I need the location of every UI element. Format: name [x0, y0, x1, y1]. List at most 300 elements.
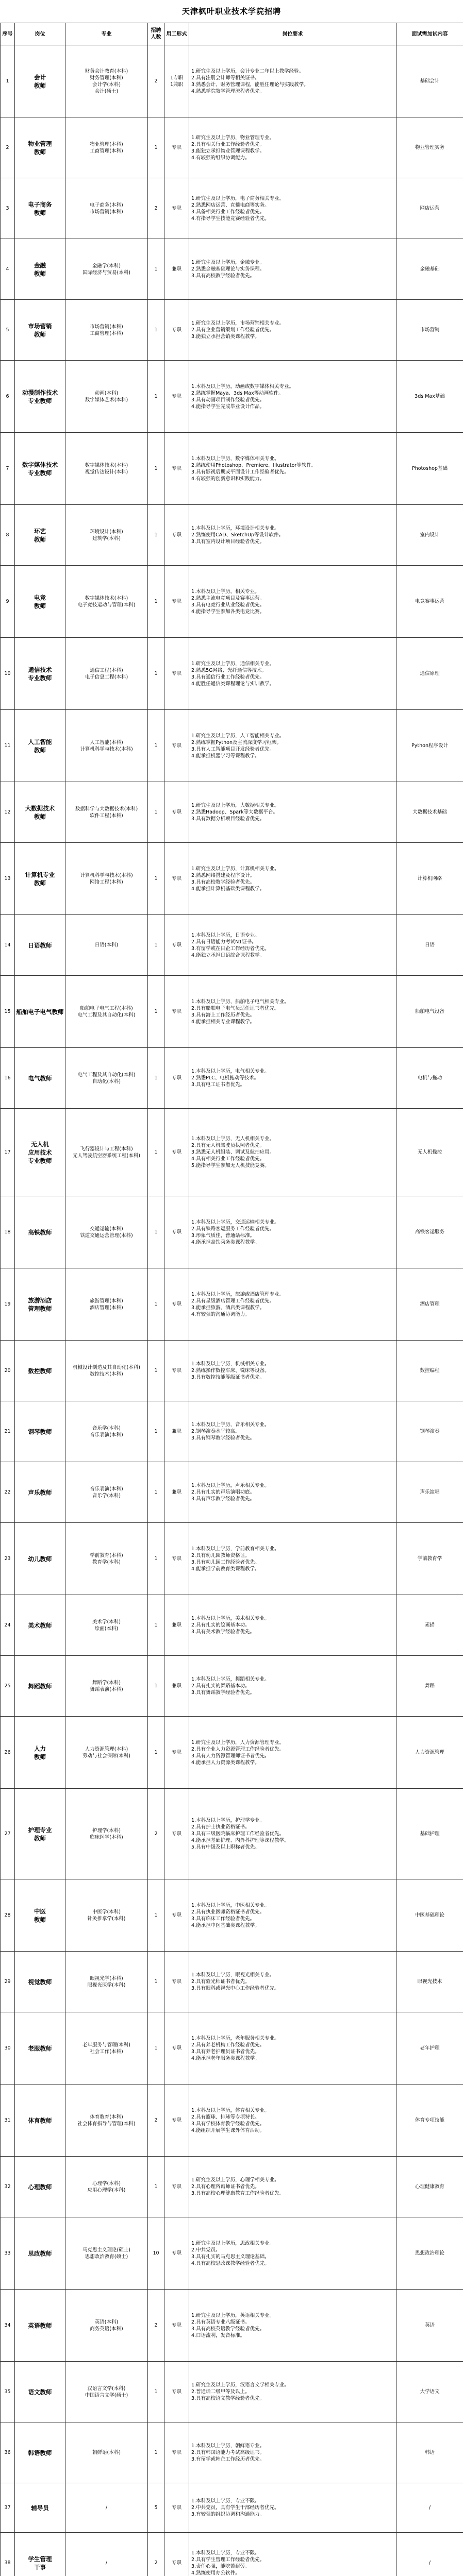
requirement-line: 1.本科及以上学历，美术相关专业。 [191, 1616, 270, 1621]
requirement-line: 3.具有扎实的马克思主义理论基础。 [191, 2253, 270, 2260]
employment-mode: 专职 [164, 2533, 189, 2576]
requirement-line: 2.具有验光师证书者优先。 [191, 1979, 250, 1985]
row-number: 13 [1, 843, 15, 915]
hire-count: 1 [148, 433, 164, 505]
employment-mode: 专职 [164, 915, 189, 976]
employment-mode: 专职 [164, 2422, 189, 2483]
table-header-row [1, 23, 463, 45]
requirements-cell [189, 1789, 396, 1879]
requirements-cell [189, 2217, 396, 2290]
requirement-line: 2.熟悉主流电竞项目及赛事运营。 [191, 595, 265, 601]
major-list: 通信工程(本科) 电子信息工程(本科) [65, 638, 148, 710]
interview-test: 船舶电气设备 [396, 976, 463, 1048]
employment-mode: 专职 [164, 2157, 189, 2217]
requirements-cell [189, 239, 396, 300]
hire-count: 1 [148, 710, 164, 782]
hire-count: 2 [148, 2533, 164, 2576]
hire-count: 2 [148, 178, 164, 239]
interview-test: 日语 [396, 915, 463, 976]
table-row [1, 1341, 463, 1401]
major-list: 数字媒体技术(本科) 视觉传达设计(本科) [65, 433, 148, 505]
row-number: 25 [1, 1656, 15, 1717]
requirement-line: 1.本科及以上学历，环境设计相关专业。 [191, 526, 279, 531]
hire-count: 1 [148, 1879, 164, 1952]
requirement-line: 1.研究生及以上学历，英语相关专业。 [191, 2312, 275, 2318]
requirement-line: 4.口语流利，发音标准。 [191, 2332, 245, 2338]
requirements-cell [189, 782, 396, 843]
requirement-line: 2.具有铁路客运服务工作经验者优先。 [191, 1226, 275, 1232]
table-row [1, 178, 463, 239]
major-list: 计算机科学与技术(本科) 网络工程(本科) [65, 843, 148, 915]
table-row [1, 1952, 463, 2012]
employment-mode: 专职 [164, 2217, 189, 2290]
requirement-line: 3.具有钢琴教学经验者优先。 [191, 1435, 255, 1441]
requirement-line: 2.具有英语专业八级证书。 [191, 2319, 250, 2325]
row-number: 32 [1, 2157, 15, 2217]
requirement-line: 3.熟悉会计、财务管理课程，能胜任理论与实践教学。 [191, 81, 309, 88]
hire-count: 1 [148, 1196, 164, 1268]
row-number: 37 [1, 2483, 15, 2533]
position-name: 旅游酒店 管理教师 [15, 1268, 65, 1341]
requirement-line: 4.有较强的创新意识和实践能力。 [191, 476, 265, 482]
requirement-line: 1.研究生及以上学历，人工智能相关专业。 [191, 733, 285, 739]
major-list: 物业管理(本科) 工商管理(本科) [65, 117, 148, 178]
header-position: 岗位 [15, 23, 65, 45]
interview-test: 电机与拖动 [396, 1048, 463, 1109]
position-name: 语文教师 [15, 2362, 65, 2422]
requirements-cell [189, 1109, 396, 1196]
position-name: 老服教师 [15, 2012, 65, 2084]
requirement-line: 1.研究生及以上学历，金融专业。 [191, 260, 265, 265]
requirement-line: 4.具有高校思政课教学经验者优先。 [191, 2260, 270, 2266]
row-number: 36 [1, 2422, 15, 2483]
requirement-line: 2.具有学生管理工作经验者优先。 [191, 2556, 265, 2563]
interview-test: 人力资源管理 [396, 1717, 463, 1789]
page-title: 天津枫叶职业技术学院招聘 [181, 7, 281, 16]
employment-mode: 专职 [164, 300, 189, 361]
employment-mode: 兼职 [164, 1595, 189, 1656]
header-test: 面试需加试内容 [396, 23, 463, 45]
requirements-cell [189, 2533, 396, 2576]
row-number: 14 [1, 915, 15, 976]
major-list: 舞蹈学(本科) 舞蹈表演(本科) [65, 1656, 148, 1717]
requirement-line: 2.熟练操作数控车床、铣床等设备。 [191, 1368, 270, 1374]
table-row [1, 1656, 463, 1717]
requirement-line: 1.本科及以上学历，老年服务相关专业。 [191, 2035, 279, 2041]
requirement-line: 3.具有数控技能等级证书者优先。 [191, 1375, 265, 1380]
interview-test: 大数据技术基础 [396, 782, 463, 843]
table-row [1, 117, 463, 178]
table-row [1, 1462, 463, 1523]
requirement-line: 4.能承担老年服务类课程教学。 [191, 2055, 260, 2061]
requirement-line: 2.具有护士执业资格证书。 [191, 1824, 250, 1830]
employment-mode: 专职 [164, 2084, 189, 2157]
requirement-line: 4.有较强的沟通协调能力。 [191, 1311, 250, 1317]
requirement-line: 2.熟练使用CAD、SketchUp等设计软件。 [191, 532, 284, 538]
requirement-line: 3.具有养老护理员证书者优先。 [191, 2048, 260, 2055]
row-number: 31 [1, 2084, 15, 2157]
requirement-line: 1.研究生及以上学历，通信相关专业。 [191, 660, 275, 667]
interview-test: 体育专项技能 [396, 2084, 463, 2157]
requirement-line: 2.熟练掌握Python及主流深度学习框架。 [191, 739, 282, 745]
header-major: 专业 [65, 23, 148, 45]
requirement-line: 1.研究生及以上学历，物业管理专业。 [191, 134, 275, 141]
position-name: 大数据技术 教师 [15, 782, 65, 843]
interview-test: 网店运营 [396, 178, 463, 239]
position-name: 日语教师 [15, 915, 65, 976]
hire-count: 1 [148, 505, 164, 566]
position-name: 金融 教师 [15, 239, 65, 300]
row-number: 33 [1, 2217, 15, 2290]
major-list: 电气工程及其自动化(本科) 自动化(本科) [65, 1048, 148, 1109]
header-no: 序号 [1, 23, 15, 45]
table-row [1, 2012, 463, 2084]
major-list: 学前教育(本科) 教育学(本科) [65, 1523, 148, 1595]
requirement-line: 2.具有企业营销策划工作经验者优先。 [191, 327, 275, 333]
requirement-line: 4.能指导学生完成毕业设计作品。 [191, 403, 265, 410]
major-list: 机械设计制造及其自动化(本科) 数控技术(本科) [65, 1341, 148, 1401]
requirement-line: 2.熟练使用Photoshop、Premiere、Illustrator等软件。 [191, 462, 317, 468]
hire-count: 1 [148, 2362, 164, 2422]
row-number: 5 [1, 300, 15, 361]
requirement-line: 2.熟悉5G网络、光纤通信等技术。 [191, 667, 267, 673]
requirement-line: 1.本科及以上学历，动画或数字媒体相关专业。 [191, 383, 294, 389]
major-list: 体育教育(本科) 社会体育指导与管理(本科) [65, 2084, 148, 2157]
major-list: 人力资源管理(本科) 劳动与社会保障(本科) [65, 1717, 148, 1789]
requirement-line: 2.具有扎实的绘画基本功。 [191, 1622, 250, 1628]
position-name: 舞蹈教师 [15, 1656, 65, 1717]
hire-count: 1 [148, 1048, 164, 1109]
requirement-line: 1.研究生及以上学历，计算机相关专业。 [191, 866, 279, 872]
requirement-line: 1.研究生及以上学历，心理学相关专业。 [191, 2177, 279, 2183]
requirement-line: 4.能承担高铁乘务类课程教学。 [191, 1239, 260, 1245]
position-name: 电子商务 教师 [15, 178, 65, 239]
requirement-line: 3.具有人力资源管理师证书者优先。 [191, 1753, 270, 1759]
header-requirements: 岗位要求 [189, 23, 396, 45]
row-number: 16 [1, 1048, 15, 1109]
interview-test: / [396, 2483, 463, 2533]
requirement-line: 3.具有学校体育教学经验者优先。 [191, 2121, 265, 2127]
table-row [1, 361, 463, 433]
employment-mode: 专职 [164, 1268, 189, 1341]
row-number: 15 [1, 976, 15, 1048]
position-name: 动漫制作技术 专业教师 [15, 361, 65, 433]
requirement-line: 1.研究生及以上学历，人力资源管理专业。 [191, 1739, 285, 1745]
requirement-line: 2.具有心理咨询师证书者优先。 [191, 2184, 260, 2190]
position-name: 数字媒体技术 专业教师 [15, 433, 65, 505]
table-row [1, 45, 463, 117]
requirement-line: 2.熟悉金融基础理论与实务课程。 [191, 266, 265, 272]
requirements-cell [189, 915, 396, 976]
interview-test: 基础会计 [396, 45, 463, 117]
requirement-line: 4.能承担人力资源类课程教学。 [191, 1759, 260, 1766]
requirement-line: 2.具有注册会计师等相关证书。 [191, 75, 260, 81]
requirement-line: 3.形象气质佳，普通话标准。 [191, 1232, 255, 1239]
requirement-line: 4.能承担中医基础类课程教学。 [191, 1922, 260, 1928]
requirements-cell [189, 2422, 396, 2483]
row-number: 11 [1, 710, 15, 782]
interview-test: 眼视光技术 [396, 1952, 463, 2012]
requirement-line: 2.具有篮球、排球等专项特长。 [191, 2114, 260, 2120]
employment-mode: 专职 [164, 1789, 189, 1879]
requirement-line: 2.具有韩国语能力考试高级证书。 [191, 2450, 265, 2455]
table-row [1, 1717, 463, 1789]
interview-test: 物业管理实务 [396, 117, 463, 178]
major-list: 动画(本科) 数字媒体艺术(本科) [65, 361, 148, 433]
major-list: 人工智能(本科) 计算机科学与技术(本科) [65, 710, 148, 782]
requirements-cell [189, 505, 396, 566]
major-list: 市场营销(本科) 工商管理(本科) [65, 300, 148, 361]
hire-count: 5 [148, 2483, 164, 2533]
interview-test: 3ds Max基础 [396, 361, 463, 433]
interview-test: 电竞赛事运营 [396, 566, 463, 638]
hire-count: 1 [148, 976, 164, 1048]
row-number: 9 [1, 566, 15, 638]
requirements-cell [189, 361, 396, 433]
requirement-line: 3.具有高校教学经验者优先。 [191, 273, 255, 279]
requirement-line: 1.本科及以上学历，机械相关专业。 [191, 1361, 270, 1367]
hire-count: 1 [148, 300, 164, 361]
requirements-cell [189, 117, 396, 178]
requirements-cell [189, 566, 396, 638]
requirement-line: 5.能指导学生参加无人机技能竞赛。 [191, 1163, 270, 1168]
row-number: 34 [1, 2290, 15, 2362]
interview-test: 声乐演唱 [396, 1462, 463, 1523]
major-list: 音乐学(本科) 音乐表演(本科) [65, 1401, 148, 1462]
table-row [1, 1879, 463, 1952]
interview-test: 基础护理 [396, 1789, 463, 1879]
hire-count: 1 [148, 2012, 164, 2084]
employment-mode: 专职 [164, 710, 189, 782]
row-number: 1 [1, 45, 15, 117]
requirement-line: 1.研究生及以上学历，大数据相关专业。 [191, 803, 279, 808]
requirements-cell [189, 843, 396, 915]
interview-test: 通信原理 [396, 638, 463, 710]
requirements-cell [189, 976, 396, 1048]
requirement-line: 1.本科及以上学历，船舶电子电气相关专业。 [191, 998, 289, 1005]
requirement-line: 3.具有声乐教学经验者优先。 [191, 1496, 255, 1502]
hire-count: 1 [148, 566, 164, 638]
requirement-line: 1.本科及以上学历，交通运输相关专业。 [191, 1219, 279, 1225]
row-number: 24 [1, 1595, 15, 1656]
position-name: 幼儿教师 [15, 1523, 65, 1595]
header-count: 招聘人数 [148, 23, 164, 45]
position-name: 韩语教师 [15, 2422, 65, 2483]
major-list: 马克思主义理论(硕士) 思想政治教育(硕士) [65, 2217, 148, 2290]
requirements-cell [189, 1268, 396, 1341]
table-body [1, 45, 463, 2576]
interview-test: 素描 [396, 1595, 463, 1656]
hire-count: 1 [148, 1341, 164, 1401]
major-list: 飞行器设计与工程(本科) 无人驾驶航空器系统工程(本科) [65, 1109, 148, 1196]
row-number: 27 [1, 1789, 15, 1879]
requirement-line: 2.具有船舶电子电气员适任证书者优先。 [191, 1005, 279, 1011]
requirements-cell [189, 1523, 396, 1595]
requirement-line: 2.具有无人机驾驶员执照者优先。 [191, 1143, 265, 1148]
hire-count: 1 [148, 1952, 164, 2012]
position-name: 辅导员 [15, 2483, 65, 2533]
requirement-line: 3.具有室内设计项目经验者优先。 [191, 539, 265, 545]
requirement-line: 3.具有人工智能项目开发经验者优先。 [191, 746, 275, 752]
requirement-line: 1.本科及以上学历，音乐相关专业。 [191, 1422, 270, 1428]
interview-test: Photoshop基础 [396, 433, 463, 505]
requirement-line: 2.熟练掌握Maya、3ds Max等动画软件。 [191, 390, 284, 396]
requirement-line: 2.具有幼儿园教师资格证。 [191, 1552, 250, 1558]
interview-test: 无人机操控 [396, 1109, 463, 1196]
major-list: 环境设计(本科) 建筑学(本科) [65, 505, 148, 566]
requirement-line: 4.能承担学前教育类课程教学。 [191, 1566, 260, 1572]
major-list: 英语(本科) 商务英语(本科) [65, 2290, 148, 2362]
header-mode: 用工形式 [164, 23, 189, 45]
requirement-line: 4.能胜任通信类课程理论与实训教学。 [191, 681, 275, 687]
row-number: 4 [1, 239, 15, 300]
requirement-line: 1.本科及以上学历，专业不限。 [191, 2550, 260, 2556]
major-list: 财务会计教育(本科) 财务管理(本科) 会计学(本科) 会计(硕士) [65, 45, 148, 117]
table-row [1, 1401, 463, 1462]
hire-count: 1 [148, 1268, 164, 1341]
requirements-cell [189, 433, 396, 505]
hire-count: 1 [148, 1401, 164, 1462]
hire-count: 1 [148, 1109, 164, 1196]
requirement-line: 4.能承担机器学习等课程教学。 [191, 753, 260, 759]
position-name: 英语教师 [15, 2290, 65, 2362]
requirement-line: 1.本科及以上学历，体育相关专业。 [191, 2107, 270, 2113]
table-row [1, 2483, 463, 2533]
row-number: 28 [1, 1879, 15, 1952]
requirement-line: 3.具有影视后期或平面设计工作经验者优先。 [191, 469, 289, 475]
hire-count: 1 [148, 1595, 164, 1656]
major-list: 电子商务(本科) 市场营销(本科) [65, 178, 148, 239]
requirements-cell [189, 1401, 396, 1462]
table-row [1, 433, 463, 505]
requirement-line: 4.具有相关行业工作经验者优先。 [191, 1156, 265, 1162]
hire-count: 1 [148, 1523, 164, 1595]
interview-test: 酒店管理 [396, 1268, 463, 1341]
requirements-cell [189, 2084, 396, 2157]
table-row [1, 239, 463, 300]
requirement-line: 1.本科及以上学历，专业不限。 [191, 2498, 260, 2504]
requirement-line: 3.具有数据分析项目经验者优先。 [191, 816, 265, 822]
position-name: 视觉教师 [15, 1952, 65, 2012]
requirement-line: 3.具有通信行业工作经验者优先。 [191, 674, 265, 680]
position-name: 中医 教师 [15, 1879, 65, 1952]
requirement-line: 3.能独立承担物业管理课程教学。 [191, 148, 265, 154]
major-list: 老年服务与管理(本科) 社会工作(本科) [65, 2012, 148, 2084]
employment-mode: 兼职 [164, 1656, 189, 1717]
position-name: 人工智能 教师 [15, 710, 65, 782]
major-list: 旅游管理(本科) 酒店管理(本科) [65, 1268, 148, 1341]
requirement-line: 2.具有企业人力资源管理工作经验者优先。 [191, 1746, 285, 1752]
hire-count: 1 [148, 2422, 164, 2483]
row-number: 10 [1, 638, 15, 710]
requirement-line: 1.研究生及以上学历，电子商务相关专业。 [191, 195, 285, 201]
position-name: 心理教师 [15, 2157, 65, 2217]
interview-test: 金融基础 [396, 239, 463, 300]
row-number: 23 [1, 1523, 15, 1595]
major-list: 数字媒体技术(本科) 电子竞技运动与管理(本科) [65, 566, 148, 638]
row-number: 29 [1, 1952, 15, 2012]
requirements-cell [189, 178, 396, 239]
major-list: 心理学(本科) 应用心理学(本科) [65, 2157, 148, 2217]
requirement-line: 2.具有养老机构工作经验者优先。 [191, 2042, 265, 2048]
employment-mode: 专职 [164, 2012, 189, 2084]
table-row [1, 2533, 463, 2576]
requirement-line: 3.具有高校语文教学经验者优先。 [191, 2396, 265, 2401]
requirement-line: 2.熟悉网络搭建及程序设计。 [191, 872, 255, 878]
hire-count: 2 [148, 2084, 164, 2157]
requirements-cell [189, 1341, 396, 1401]
requirement-line: 1.本科及以上学历，舞蹈相关专业。 [191, 1676, 270, 1682]
requirement-line: 1.本科及以上学历，中医相关专业。 [191, 1902, 270, 1908]
table-row [1, 505, 463, 566]
position-name: 体育教师 [15, 2084, 65, 2157]
requirement-line: 3.具有眼科或视光中心工作经验者优先。 [191, 1986, 279, 1991]
employment-mode: 1专职 1兼职 [164, 45, 189, 117]
employment-mode: 专职 [164, 1523, 189, 1595]
position-name: 计算机专业 教师 [15, 843, 65, 915]
requirement-line: 2.普通话二级甲等及以上。 [191, 2389, 250, 2395]
requirement-line: 3.责任心强，能吃苦耐劳。 [191, 2563, 250, 2569]
requirement-line: 1.本科及以上学历，声乐相关专业。 [191, 1483, 270, 1488]
position-name: 环艺 教师 [15, 505, 65, 566]
employment-mode: 专职 [164, 1341, 189, 1401]
requirements-cell [189, 2483, 396, 2533]
requirement-line: 3.具有高校教学经验者优先。 [191, 879, 255, 885]
requirement-line: 2.钢琴演奏水平较高。 [191, 1429, 240, 1434]
table-row [1, 710, 463, 782]
interview-test: 韩语 [396, 2422, 463, 2483]
requirement-line: 3.具有海上工作经历者优先。 [191, 1012, 255, 1018]
requirement-line: 2.熟悉Hadoop、Spark等大数据平台。 [191, 809, 278, 815]
requirement-line: 4.能承担相关专业课程教学。 [191, 1019, 255, 1025]
requirement-line: 1.本科及以上学历，护理学专业。 [191, 1818, 265, 1823]
requirement-line: 1.研究生及以上学历，汉语言文学相关专业。 [191, 2382, 289, 2388]
hire-count: 1 [148, 782, 164, 843]
major-list: 交通运输(本科) 铁道交通运营管理(本科) [65, 1196, 148, 1268]
position-name: 高铁教师 [15, 1196, 65, 1268]
interview-test: 心理健康教育 [396, 2157, 463, 2217]
interview-test: 舞蹈 [396, 1656, 463, 1717]
position-name: 护理专业 教师 [15, 1789, 65, 1879]
row-number: 20 [1, 1341, 15, 1401]
requirement-line: 1.研究生及以上学历，市场营销相关专业。 [191, 320, 285, 326]
requirement-line: 4.能承担计算机基础类课程教学。 [191, 886, 265, 892]
requirement-line: 1.本科及以上学历，电气相关专业。 [191, 1069, 270, 1074]
employment-mode: 兼职 [164, 1462, 189, 1523]
position-name: 船舶电子电气教师 [15, 976, 65, 1048]
major-list: 中医学(本科) 针灸推拿学(本科) [65, 1879, 148, 1952]
row-number: 22 [1, 1462, 15, 1523]
hire-count: 2 [148, 45, 164, 117]
row-number: 21 [1, 1401, 15, 1462]
position-name: 数控教师 [15, 1341, 65, 1401]
requirement-line: 4.有较强的组织协调能力。 [191, 155, 250, 161]
requirement-line: 4.能指导学生参加各类电竞比赛。 [191, 608, 265, 615]
interview-test: 室内设计 [396, 505, 463, 566]
hire-count: 1 [148, 361, 164, 433]
employment-mode: 专职 [164, 2483, 189, 2533]
requirement-line: 1.研究生及以上学历，会计专业二年以上教学经验。 [191, 68, 304, 74]
row-number: 17 [1, 1109, 15, 1196]
position-name: 美术教师 [15, 1595, 65, 1656]
requirement-line: 2.具有星级酒店管理工作经验者优先。 [191, 1298, 275, 1304]
employment-mode: 专职 [164, 1196, 189, 1268]
requirement-line: 3.具有舞蹈教学经验者优先。 [191, 1690, 255, 1696]
requirement-line: 3.有留学或韩企工作经历者优先。 [191, 2456, 265, 2462]
requirement-line: 2.具有扎实的声乐演唱功底。 [191, 1489, 255, 1495]
requirements-cell [189, 2290, 396, 2362]
requirements-cell [189, 1952, 396, 2012]
